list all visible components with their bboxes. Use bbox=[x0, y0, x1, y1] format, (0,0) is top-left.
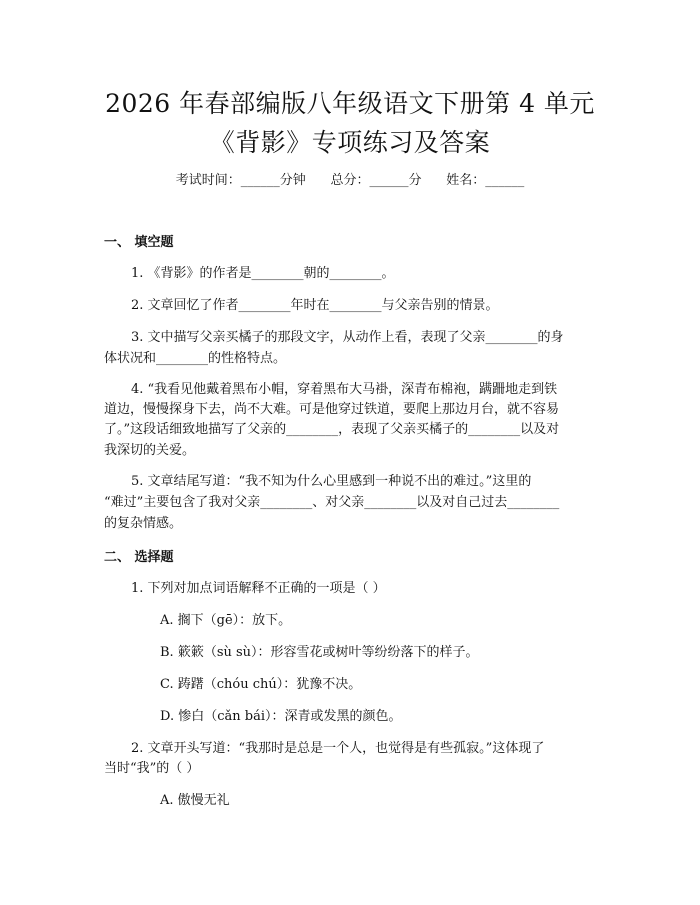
question-4-line-3: 了。”这段话细致地描写了父亲的________，表现了父亲买橘子的________以及对 bbox=[104, 422, 560, 437]
mc-question-2-line-1: 2. 文章开头写道：“我那时是总是一个人，也觉得是有些孤寂。”这体现了 bbox=[131, 741, 545, 756]
question-3-line-1: 3. 文中描写父亲买橘子的那段文字，从动作上看，表现了父亲________的身 bbox=[131, 330, 564, 345]
question-4-line-1: 4. “我看见他戴着黑布小帽，穿着黑布大马褂，深青布棉袍，蹒跚地走到铁 bbox=[131, 382, 558, 397]
question-4-line-2: 道边，慢慢探身下去，尚不大难。可是他穿过铁道，要爬上那边月台，就不容易 bbox=[104, 402, 560, 417]
page-title-line1: 2026 年春部编版八年级语文下册第 4 单元 bbox=[105, 89, 595, 118]
question-5-line-2: “难过”主要包含了我对父亲________、对父亲________以及对自己过去________ bbox=[104, 495, 560, 510]
mc-question-2-option-a: A. 傲慢无礼 bbox=[160, 793, 230, 808]
mc-question-1-option-d: D. 惨白（cǎn bái）：深青或发黑的颜色。 bbox=[160, 709, 402, 724]
mc-question-2-line-2: 当时“我”的（ ） bbox=[104, 761, 200, 776]
question-5-line-3: 的复杂情感。 bbox=[104, 516, 183, 531]
exam-info: 考试时间：______分钟 总分：______分 姓名：______ bbox=[175, 173, 525, 188]
section-heading-multiple-choice: 二、 选择题 bbox=[104, 550, 174, 565]
section-heading-fill-in: 一、 填空题 bbox=[104, 235, 174, 250]
mc-question-1-option-a: A. 搁下（gē）：放下。 bbox=[160, 613, 292, 628]
question-1: 1. 《背影》的作者是________朝的________。 bbox=[131, 266, 395, 281]
question-4-line-4: 我深切的关爱。 bbox=[104, 443, 196, 458]
question-5-line-1: 5. 文章结尾写道：“我不知为什么心里感到一种说不出的难过。”这里的 bbox=[131, 474, 532, 489]
question-3-line-2: 体状况和________的性格特点。 bbox=[104, 351, 287, 366]
page-title-line2: 《背影》专项练习及答案 bbox=[209, 128, 491, 157]
question-2: 2. 文章回忆了作者________年时在________与父亲告别的情景。 bbox=[131, 298, 499, 313]
mc-question-1: 1. 下列对加点词语解释不正确的一项是（ ） bbox=[131, 581, 386, 596]
mc-question-1-option-c: C. 踌躇（chóu chú）：犹豫不决。 bbox=[160, 677, 362, 692]
mc-question-1-option-b: B. 簌簌（sù sù）：形容雪花或树叶等纷纷落下的样子。 bbox=[160, 645, 479, 660]
